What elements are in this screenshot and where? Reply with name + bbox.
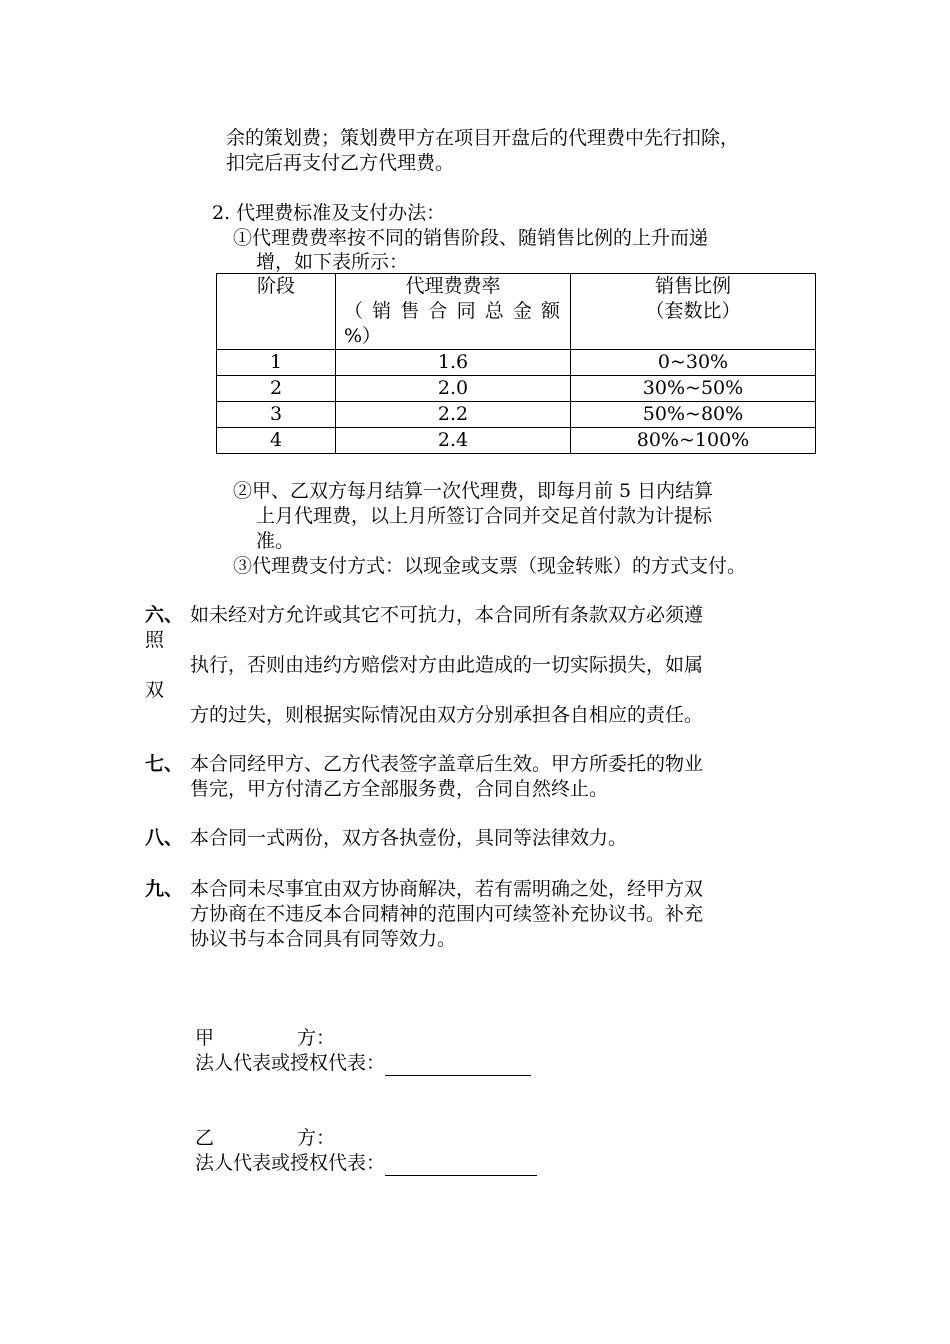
clause-seven-line2: 售完，甲方付清乙方全部服务费，合同自然终止。 (190, 778, 609, 800)
clause-seven-line1: 本合同经甲方、乙方代表签字盖章后生效。甲方所委托的物业 (190, 753, 704, 775)
section2-item2-line3: 准。 (256, 530, 295, 552)
party-b-label: 乙 (195, 1127, 215, 1149)
table-row (217, 350, 816, 376)
clause-seven-number: 七、 (145, 753, 184, 775)
cell-ratio: 0~30% (571, 350, 816, 376)
intro-line-1: 余的策划费；策划费甲方在项目开盘后的代理费中先行扣除， (226, 127, 740, 149)
header-rate-sub: （销售合同总金额 (344, 300, 562, 322)
clause-nine-number: 九、 (145, 878, 184, 900)
cell-ratio: 30%~50% (571, 376, 816, 402)
party-b-rep-label: 法人代表或授权代表： (195, 1152, 386, 1174)
intro-line-2: 扣完后再支付乙方代理费。 (226, 152, 455, 174)
cell-stage: 3 (217, 402, 336, 428)
party-a-label: 甲 (195, 1027, 215, 1049)
clause-eight-line1: 本合同一式两份，双方各执壹份，具同等法律效力。 (190, 827, 628, 849)
section2-item2-line2: 上月代理费，以上月所签订合同并交足首付款为计提标 (256, 505, 713, 527)
table-row (217, 428, 816, 454)
fee-rate-table (216, 273, 816, 454)
clause-nine-line2: 方协商在不违反本合同精神的范围内可续签补充协议书。补充 (190, 903, 704, 925)
section2-item2-line1: ②甲、乙双方每月结算一次代理费，即每月前 5 日内结算 (233, 480, 714, 502)
cell-rate: 1.6 (336, 350, 571, 376)
header-stage: 阶段 (217, 274, 336, 350)
cell-rate: 2.4 (336, 428, 571, 454)
cell-stage: 1 (217, 350, 336, 376)
party-b-colon-label: 方： (297, 1127, 336, 1149)
clause-six-number: 六、 (145, 604, 184, 626)
section2-item1-line1: ①代理费费率按不同的销售阶段、随销售比例的上升而递 (233, 227, 709, 249)
header-ratio-title: 销售比例 (654, 275, 731, 297)
clause-eight-number: 八、 (145, 827, 184, 849)
clause-nine-line3: 协议书与本合同具有同等效力。 (190, 928, 457, 950)
party-a-signature-line[interactable] (385, 1055, 531, 1076)
table-row (217, 376, 816, 402)
cell-ratio: 80%~100% (571, 428, 816, 454)
cell-rate: 2.2 (336, 402, 571, 428)
header-rate (336, 274, 571, 350)
table-row (217, 402, 816, 428)
clause-six-line2: 执行，否则由违约方赔偿对方由此造成的一切实际损失，如属 (190, 654, 704, 676)
cell-rate: 2.0 (336, 376, 571, 402)
section2-item3: ③代理费支付方式：以现金或支票（现金转账）的方式支付。 (233, 555, 747, 577)
section2-heading: 2. 代理费标准及支付办法： (212, 202, 446, 224)
party-a-representative (195, 1051, 531, 1076)
table-header-row (217, 274, 816, 350)
clause-six-line1: 如未经对方允许或其它不可抗力，本合同所有条款双方必须遵 (190, 604, 704, 626)
party-a-colon-label: 方： (297, 1027, 336, 1049)
cell-stage: 4 (217, 428, 336, 454)
header-rate-tail: %） (344, 325, 382, 347)
header-ratio-sub: （套数比） (645, 300, 741, 322)
clause-six-wrap1: 照 (145, 629, 165, 651)
party-a-rep-label: 法人代表或授权代表： (195, 1052, 386, 1074)
clause-nine-line1: 本合同未尽事宜由双方协商解决，若有需明确之处，经甲方双 (190, 878, 704, 900)
cell-ratio: 50%~80% (571, 402, 816, 428)
clause-six-wrap2: 双 (145, 679, 165, 701)
clause-six-line3: 方的过失，则根据实际情况由双方分别承担各自相应的责任。 (190, 704, 704, 726)
header-rate-title: 代理费费率 (405, 275, 501, 297)
header-ratio (571, 274, 816, 350)
cell-stage: 2 (217, 376, 336, 402)
section2-item1-line2: 增，如下表所示： (256, 251, 409, 273)
party-b-signature-line[interactable] (385, 1155, 537, 1176)
party-b-representative (195, 1151, 537, 1176)
